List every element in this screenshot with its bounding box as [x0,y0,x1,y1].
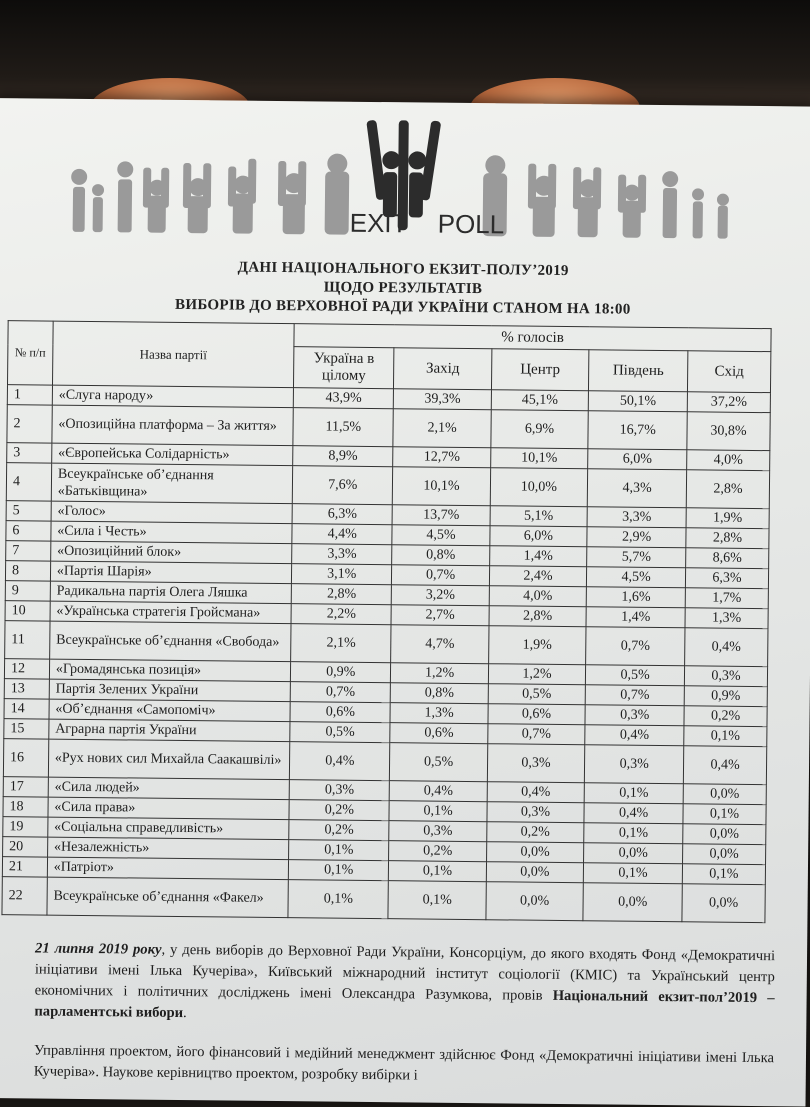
ukraine-total-value: 0,1% [288,860,389,881]
east-value: 0,1% [684,726,767,747]
party-name: «Патріот» [47,857,288,880]
south-value: 1,6% [586,587,685,608]
west-value: 4,5% [392,525,489,546]
party-name: Всеукраїнське об’єднання «Батьківщина» [51,463,293,504]
ukraine-total-value: 0,9% [290,662,391,683]
ukraine-total-value: 0,2% [289,820,390,841]
center-value: 10,1% [490,448,588,469]
center-value: 2,4% [489,566,587,587]
party-name: «Слуга народу» [52,385,293,408]
east-value: 0,9% [684,686,767,707]
ukraine-total-value: 11,5% [293,408,394,447]
party-name: «Українська стратегія Гройсмана» [50,601,291,624]
party-name: «Незалежність» [47,837,288,860]
south-value: 50,1% [589,391,688,412]
south-value: 0,3% [585,745,684,784]
row-number: 12 [4,659,49,679]
center-value: 0,0% [486,882,584,921]
heading-line-1: ДАНІ НАЦІОНАЛЬНОГО ЕКЗИТ-ПОЛУ’2019 [237,259,569,280]
row-number: 20 [3,837,48,857]
row-number: 7 [6,541,51,561]
results-table [1,320,771,923]
center-value: 1,9% [488,626,586,665]
party-name: Партія Зелених України [49,679,290,702]
east-value: 0,3% [684,666,767,687]
south-value: 0,1% [584,783,683,804]
header-center: Центр [491,349,589,391]
row-number: 15 [4,719,49,739]
west-value: 0,5% [390,743,488,782]
center-value: 0,3% [487,802,585,823]
ukraine-total-value: 7,6% [292,466,393,505]
west-value: 0,1% [388,881,486,920]
row-number: 19 [3,817,48,837]
south-value: 0,7% [585,685,684,706]
ukraine-total-value: 43,9% [293,388,394,409]
south-value: 0,5% [586,665,685,686]
south-value: 4,5% [587,567,686,588]
party-name: «Партія Шарія» [50,561,291,584]
center-value: 1,4% [489,546,587,567]
east-value: 1,3% [685,608,768,629]
center-value: 6,0% [490,526,588,547]
west-value: 0,1% [389,861,486,882]
party-name: Всеукраїнське об’єднання «Свобода» [49,621,291,662]
paragraph-text-b: . [182,1005,187,1022]
west-value: 0,3% [389,821,486,842]
header-vote-percent: % голосів [294,324,771,352]
south-value: 4,3% [588,469,687,508]
ukraine-total-value: 2,1% [291,624,392,663]
south-value: 0,0% [584,843,683,864]
east-value: 1,7% [685,588,768,609]
row-number: 22 [2,877,47,915]
east-value: 0,0% [683,824,766,845]
ukraine-total-value: 0,6% [290,702,391,723]
center-value: 0,0% [486,862,584,883]
center-value: 2,8% [489,606,587,627]
center-value: 0,0% [486,842,584,863]
heading-line-3: ВИБОРІВ ДО ВЕРХОВНОЇ РАДИ УКРАЇНИ СТАНОМ НА 18:00 [175,296,631,318]
east-value: 4,0% [687,450,770,471]
header-south: Південь [589,350,688,392]
center-value: 10,0% [490,468,588,507]
ukraine-total-value: 0,1% [288,880,389,919]
paragraph-text-a: , у день виборів до Верховної Ради України, Консорціум, до якого входять Фонд «Демократичні ініціативи імені Ілька Кучеріва», Київський міжнародний інститут соціології (КМІС) та Український центр економічних і політичних досліджень імені Олександра Разумкова, провів [34,941,776,1004]
row-number: 1 [7,385,52,405]
paragraph-bold-title: Національний екзит-пол’2019 – парламентські вибори [34,987,775,1022]
row-number: 21 [2,857,47,877]
paragraph-date: 21 липня 2019 року [35,940,162,958]
party-name: «Голос» [51,501,292,524]
party-name: Всеукраїнське об’єднання «Факел» [47,877,289,918]
west-value: 4,7% [391,625,489,664]
west-value: 0,8% [392,545,489,566]
party-name: «Сила людей» [48,777,289,800]
paragraph-management: Управління проектом, його фінансовий і медійний менеджмент здійснює Фонд «Демократичні ініціативи імені Ілька Кучеріва». Наукове керівництво проектом, розробку вибірки і [33,1042,775,1084]
south-value: 0,4% [585,725,684,746]
west-value: 1,2% [391,663,488,684]
center-value: 0,2% [486,822,584,843]
south-value: 0,0% [583,883,682,922]
south-value: 16,7% [588,411,687,450]
east-value: 2,8% [686,528,769,549]
row-number: 16 [3,739,48,777]
west-value: 0,4% [390,781,487,802]
south-value: 0,4% [584,803,683,824]
ukraine-total-value: 0,5% [290,722,391,743]
center-value: 0,7% [487,724,585,745]
party-name: «Сила права» [48,797,289,820]
west-value: 0,6% [390,723,487,744]
east-value: 0,4% [683,746,766,785]
center-value: 0,3% [487,744,585,783]
east-value: 30,8% [687,412,770,451]
row-number: 3 [7,443,52,463]
row-number: 2 [7,405,52,443]
table-row [2,877,765,923]
row-number: 10 [5,601,50,621]
heading-line-2: ЩОДО РЕЗУЛЬТАТІВ [323,279,483,298]
row-number: 6 [6,521,51,541]
party-name: Радикальна партія Олега Ляшка [50,581,291,604]
center-value: 4,0% [489,586,587,607]
west-value: 2,7% [391,605,488,626]
ukraine-total-value: 0,3% [289,780,390,801]
row-number: 17 [3,777,48,797]
party-name: «Соціальна справедливість» [48,817,289,840]
row-number: 9 [5,581,50,601]
west-value: 3,2% [392,585,489,606]
center-value: 5,1% [490,506,588,527]
west-value: 0,8% [391,683,488,704]
ukraine-total-value: 8,9% [293,446,394,467]
center-value: 45,1% [491,390,589,411]
row-number: 14 [4,699,49,719]
party-name: «Опозиційна платформа – За життя» [52,405,294,446]
row-number: 8 [5,561,50,581]
south-value: 6,0% [588,449,687,470]
ukraine-total-value: 3,1% [291,564,392,585]
row-number: 4 [6,463,51,501]
south-value: 1,4% [586,607,685,628]
ukraine-total-value: 4,4% [292,524,393,545]
east-value: 0,0% [682,884,765,923]
document-heading [0,256,810,322]
party-name: «Рух нових сил Михайла Саакашвілі» [48,739,290,780]
south-value: 0,1% [584,823,683,844]
east-value: 0,1% [682,864,765,885]
center-value: 0,6% [488,704,586,725]
ukraine-total-value: 2,2% [291,604,392,625]
header-east: Схід [687,351,770,393]
exit-poll-logo [52,117,753,259]
ukraine-total-value: 6,3% [292,504,393,525]
ukraine-total-value: 0,4% [289,742,390,781]
ukraine-total-value: 3,3% [292,544,393,565]
row-number: 18 [3,797,48,817]
east-value: 8,6% [686,548,769,569]
south-value: 0,7% [586,627,685,666]
south-value: 2,9% [587,527,686,548]
east-value: 37,2% [687,392,770,413]
ukraine-total-value: 0,7% [290,682,391,703]
east-value: 0,2% [684,706,767,727]
party-name: «Європейська Солідарність» [52,443,293,466]
ukraine-total-value: 0,1% [289,840,390,861]
row-number: 11 [5,621,50,659]
party-name: «Об’єднання «Самопоміч» [49,699,290,722]
west-value: 0,2% [389,841,486,862]
ukraine-total-value: 2,8% [291,584,392,605]
row-number: 5 [6,501,51,521]
east-value: 0,0% [683,844,766,865]
east-value: 0,4% [685,628,768,667]
east-value: 6,3% [685,568,768,589]
paragraph-consortium [34,938,775,1030]
logo-poll-text: POLL [437,208,505,240]
header-party-name: Назва партії [52,321,294,388]
party-name: «Сила і Честь» [51,521,292,544]
west-value: 10,1% [393,467,491,506]
south-value: 0,3% [585,705,684,726]
west-value: 1,3% [390,703,487,724]
east-value: 0,1% [683,804,766,825]
logo-exit-text: EXIT [349,207,408,239]
party-name: «Громадянська позиція» [49,659,290,682]
center-value: 0,4% [487,782,585,803]
west-value: 0,7% [392,565,489,586]
east-value: 0,0% [683,784,766,805]
south-value: 5,7% [587,547,686,568]
row-number: 13 [4,679,49,699]
south-value: 0,1% [584,863,683,884]
header-number: № п/п [7,321,53,385]
party-name: «Опозиційний блок» [50,541,291,564]
ukraine-total-value: 0,2% [289,800,390,821]
party-name: Аграрна партія України [49,719,290,742]
center-value: 0,5% [488,684,586,705]
exit-poll-sheet [0,98,810,1107]
west-value: 12,7% [393,447,490,468]
west-value: 39,3% [394,389,491,410]
east-value: 2,8% [686,470,769,509]
header-west: Захід [394,348,492,390]
west-value: 13,7% [393,505,490,526]
west-value: 0,1% [389,801,486,822]
east-value: 1,9% [686,508,769,529]
west-value: 2,1% [393,409,491,448]
center-value: 6,9% [491,410,589,449]
south-value: 3,3% [587,507,686,528]
header-ukraine-total: Україна в цілому [294,347,395,389]
center-value: 1,2% [488,664,586,685]
